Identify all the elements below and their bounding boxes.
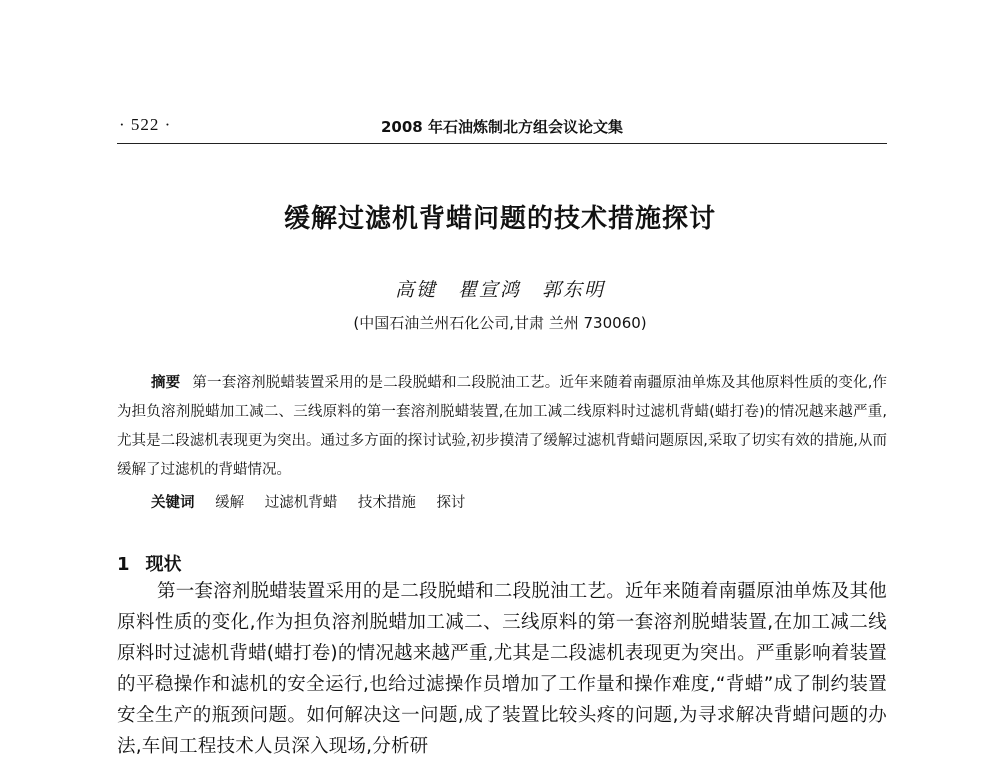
page-header: [117, 113, 887, 144]
abstract-label: 摘要: [151, 375, 181, 391]
abstract: [117, 369, 887, 485]
section-number: 1: [117, 554, 130, 575]
keyword: 技术措施: [357, 495, 416, 511]
keyword: 探讨: [436, 495, 466, 511]
paper-title: 缓解过滤机背蜡问题的技术措施探讨: [283, 204, 716, 234]
keyword: 过滤机背蜡: [264, 495, 338, 511]
affiliation: (中国石油兰州石化公司,甘肃 兰州 730060): [353, 314, 647, 332]
body-paragraph: 第一套溶剂脱蜡装置采用的是二段脱蜡和二段脱油工艺。近年来随着南疆原油单炼及其他原料性质的变化,作为担负溶剂脱蜡加工减二、三线原料的第一套溶剂脱蜡装置,在加工减二线原料时过滤机背蜡(蜡打卷)的情况越来越严重,尤其是二段滤机表现更为突出。严重影响着装置的平稳操作和滤机的安全运行,也给过滤操作员增加了工作量和操作难度,“背蜡”成了制约装置安全生产的瓶颈问题。如何解决这一问题,成了装置比较头疼的问题,为寻求解决背蜡问题的办法,车间工程技术人员深入现场,分析研: [117, 581, 887, 757]
section-heading: [117, 550, 182, 576]
section-body: [117, 576, 887, 762]
authors: 高键 瞿宣鸿 郭东明: [394, 279, 605, 301]
keyword: 缓解: [215, 495, 245, 511]
running-head: 2008 年石油炼制北方组会议论文集: [381, 118, 623, 136]
abstract-text: 第一套溶剂脱蜡装置采用的是二段脱蜡和二段脱油工艺。近年来随着南疆原油单炼及其他原料性质的变化,作为担负溶剂脱蜡加工减二、三线原料的第一套溶剂脱蜡装置,在加工减二线原料时过滤机背蜡(蜡打卷)的情况越来越严重,尤其是二段滤机表现更为突出。通过多方面的探讨试验,初步摸清了缓解过滤机背蜡问题原因,采取了切实有效的措施,从而缓解了过滤机的背蜡情况。: [117, 375, 888, 478]
abstract-paragraph: [117, 369, 887, 485]
page-number: · 522 ·: [119, 115, 172, 134]
section-title: 现状: [145, 554, 182, 575]
keywords-label: 关键词: [151, 495, 195, 511]
keywords: [151, 491, 481, 512]
